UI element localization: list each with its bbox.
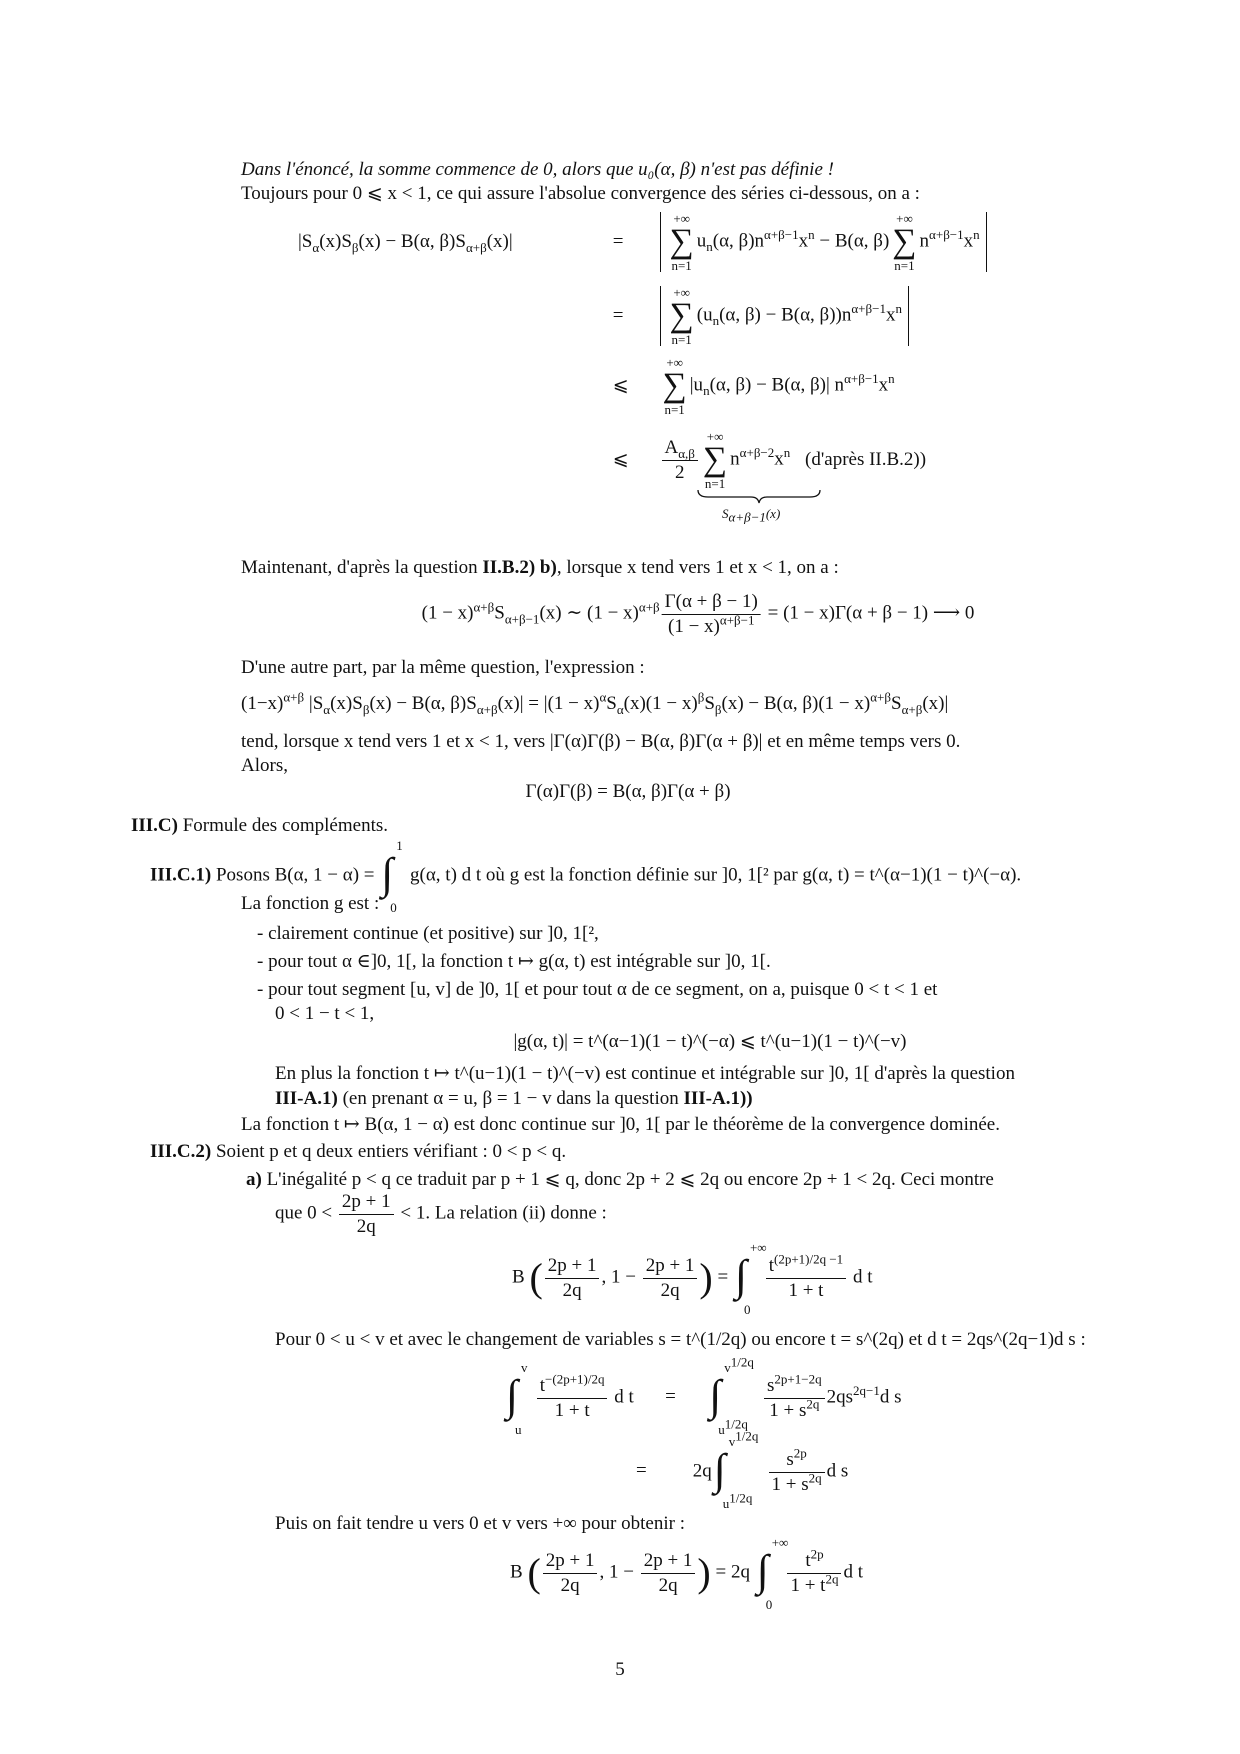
question-heading: III.C.1) Posons B(α, 1 − α) = ∫ 1 0 g(α, t) d t où g est la fonction définie sur ]0, 1[² par g(α, t) = t^(α−1)(1 − t)^(−α).: [150, 838, 1022, 915]
equation-row-3: ⩽ +∞ ∑ n=1 $|u_n(\alpha$, β) − B(α, β)| $n^{\alpha+\beta-1}x^n$: [612, 355, 895, 417]
equation-bound: |g(α, t)| = t^(α−1)(1 − t)^(−α) ⩽ t^(u−1)(1 − t)^(−v): [513, 1031, 907, 1052]
text-line: tend, lorsque x tend vers 1 et x < 1, vers |Γ(α)Γ(β) − B(α, β)Γ(α + β)| et en même temps vers 0.: [241, 731, 961, 752]
equation-row-2: = +∞ ∑ n=1 ($u_n(\alpha$, β) − B(α, $\beta))n^{\alpha+\beta-1}x^n$: [298, 286, 909, 346]
underbrace-label: $S_{\alpha+\beta-1}(x)$: [722, 506, 781, 525]
equation-limit: $(1 - x)^{\alpha+\beta}S_{\alpha+\beta-1}(x)$ ∼ $(1 - x)^{\alpha+\beta}$ $\frac{\Gamma(\alpha + \beta - 1)}{(1 - x)^{\alpha+\beta-1}}$ = (1 − x)Γ(α + β − 1) ⟶ 0: [421, 591, 975, 637]
underbrace: [696, 488, 822, 504]
text-line: En plus la fonction t ↦ t^(u−1)(1 − t)^(−v) est continue et intégrable sur ]0, 1[ d'après la question: [275, 1063, 1015, 1084]
reference-note: (d'après II.B.2)): [805, 449, 927, 471]
equation-row-1: $|S_\alpha(x)S_\beta(x) - B(\alpha$, $\beta)S_{\alpha+\beta}(x)|$ = +∞ ∑ n=1 $u_n(\alpha$, $\beta)n^{\alpha+\beta-1}x^n - B(\alpha$, β) +∞ ∑ n=1 $n^{\alpha+\beta-1}x^n$: [298, 212, 987, 272]
section-heading: III.C) Formule des compléments.: [131, 815, 389, 836]
equation-result: Γ(α)Γ(β) = B(α, β)Γ(α + β): [525, 781, 731, 802]
bullet-item: - pour tout α ∈]0, 1[, la fonction t ↦ g(α, t) est intégrable sur ]0, 1[.: [257, 951, 771, 972]
text-line: Alors,: [241, 755, 288, 776]
equation-substitution-2: = 2q ∫ $v^{1/2q}$ $u^{1/2q}$ $\frac{s^{2p}}{1 + s^{2q}}$ d s: [636, 1428, 849, 1511]
remark-line: Dans l'énoncé, la somme commence de 0, alors que u₀(α, β) n'est pas définie !: [241, 159, 834, 180]
text-line: que 0 < $\frac{2p + 1}{2q}$ < 1. La relation (ii) donne :: [275, 1191, 607, 1237]
bullet-item: 0 < 1 − t < 1,: [275, 1003, 375, 1024]
text-line: Toujours pour 0 ⩽ x < 1, ce qui assure l'absolue convergence des séries ci-dessous, on a :: [241, 183, 920, 204]
text-line: Maintenant, d'après la question II.B.2) b), lorsque x tend vers 1 et x < 1, on a :: [241, 557, 839, 578]
sub-question: a) L'inégalité p < q ce traduit par p + 1 ⩽ q, donc 2p + 2 ⩽ 2q ou encore 2p + 1 < 2q. Ceci montre: [246, 1169, 994, 1190]
question-heading: III.C.2) Soient p et q deux entiers vérifiant : 0 < p < q.: [150, 1141, 567, 1162]
text-line: Puis on fait tendre u vers 0 et v vers +∞ pour obtenir :: [275, 1513, 685, 1534]
equation-row-4: ⩽ $\frac{A_{\alpha,\beta}}{2}$ +∞ ∑ n=1 $n^{\alpha+\beta-2}x^n$ (d'après II.B.2)): [612, 429, 927, 491]
text-line: La fonction t ↦ B(α, 1 − α) est donc continue sur ]0, 1[ par le théorème de la convergence dominée.: [241, 1114, 1000, 1135]
equation-substitution-1: ∫ v u $\frac{t^{-(2p+1)/2q}}{1 + t}$ d t = ∫ $v^{1/2q}$ $u^{1/2q}$ $\frac{s^{2p+1-2q}}{1 + s^{2q}}$ $2qs^{2q-1}d$ s: [506, 1354, 902, 1437]
bullet-item: - pour tout segment [u, v] de ]0, 1[ et pour tout α de ce segment, on a, puisque 0 < t < 1 et: [257, 979, 938, 1000]
text-line: D'une autre part, par la même question, l'expression :: [241, 657, 645, 678]
bullet-item: - clairement continue (et positive) sur ]0, 1[²,: [257, 923, 599, 944]
text-line: III-A.1) (en prenant α = u, β = 1 − v dans la question III-A.1)): [275, 1088, 753, 1109]
page-number: 5: [615, 1659, 625, 1680]
equation-beta: B ( $\frac{2p + 1}{2q}$ , 1 − $\frac{2p + 1}{2q}$ ) = ∫ +∞ 0 $\frac{t^{(2p+1)/2q -1}}{1 + t}$ d t: [512, 1240, 873, 1317]
equation-final: B ( $\frac{2p + 1}{2q}$ , 1 − $\frac{2p + 1}{2q}$ ) = 2q ∫ +∞ 0 $\frac{t^{2p}}{1 + t^{2q}}$ d t: [510, 1535, 863, 1612]
text-line: La fonction g est :: [241, 893, 380, 914]
text-line: Pour 0 < u < v et avec le changement de variables s = t^(1/2q) ou encore t = s^(2q) et d t = 2qs^(2q−1)d s :: [275, 1329, 1086, 1350]
equation-expression: $(1-x)^{\alpha+\beta}$ $|S_\alpha(x)S_\beta(x) - B(\alpha$, $\beta)S_{\alpha+\beta}(x)| = |(1 - x)^\alpha S_\alpha(x)(1 - x)^\beta S_\beta(x) - B(\alpha$, $\beta)(1 - x)^{\alpha+\beta}S_{\alpha+\beta}(x)|$: [241, 689, 949, 717]
